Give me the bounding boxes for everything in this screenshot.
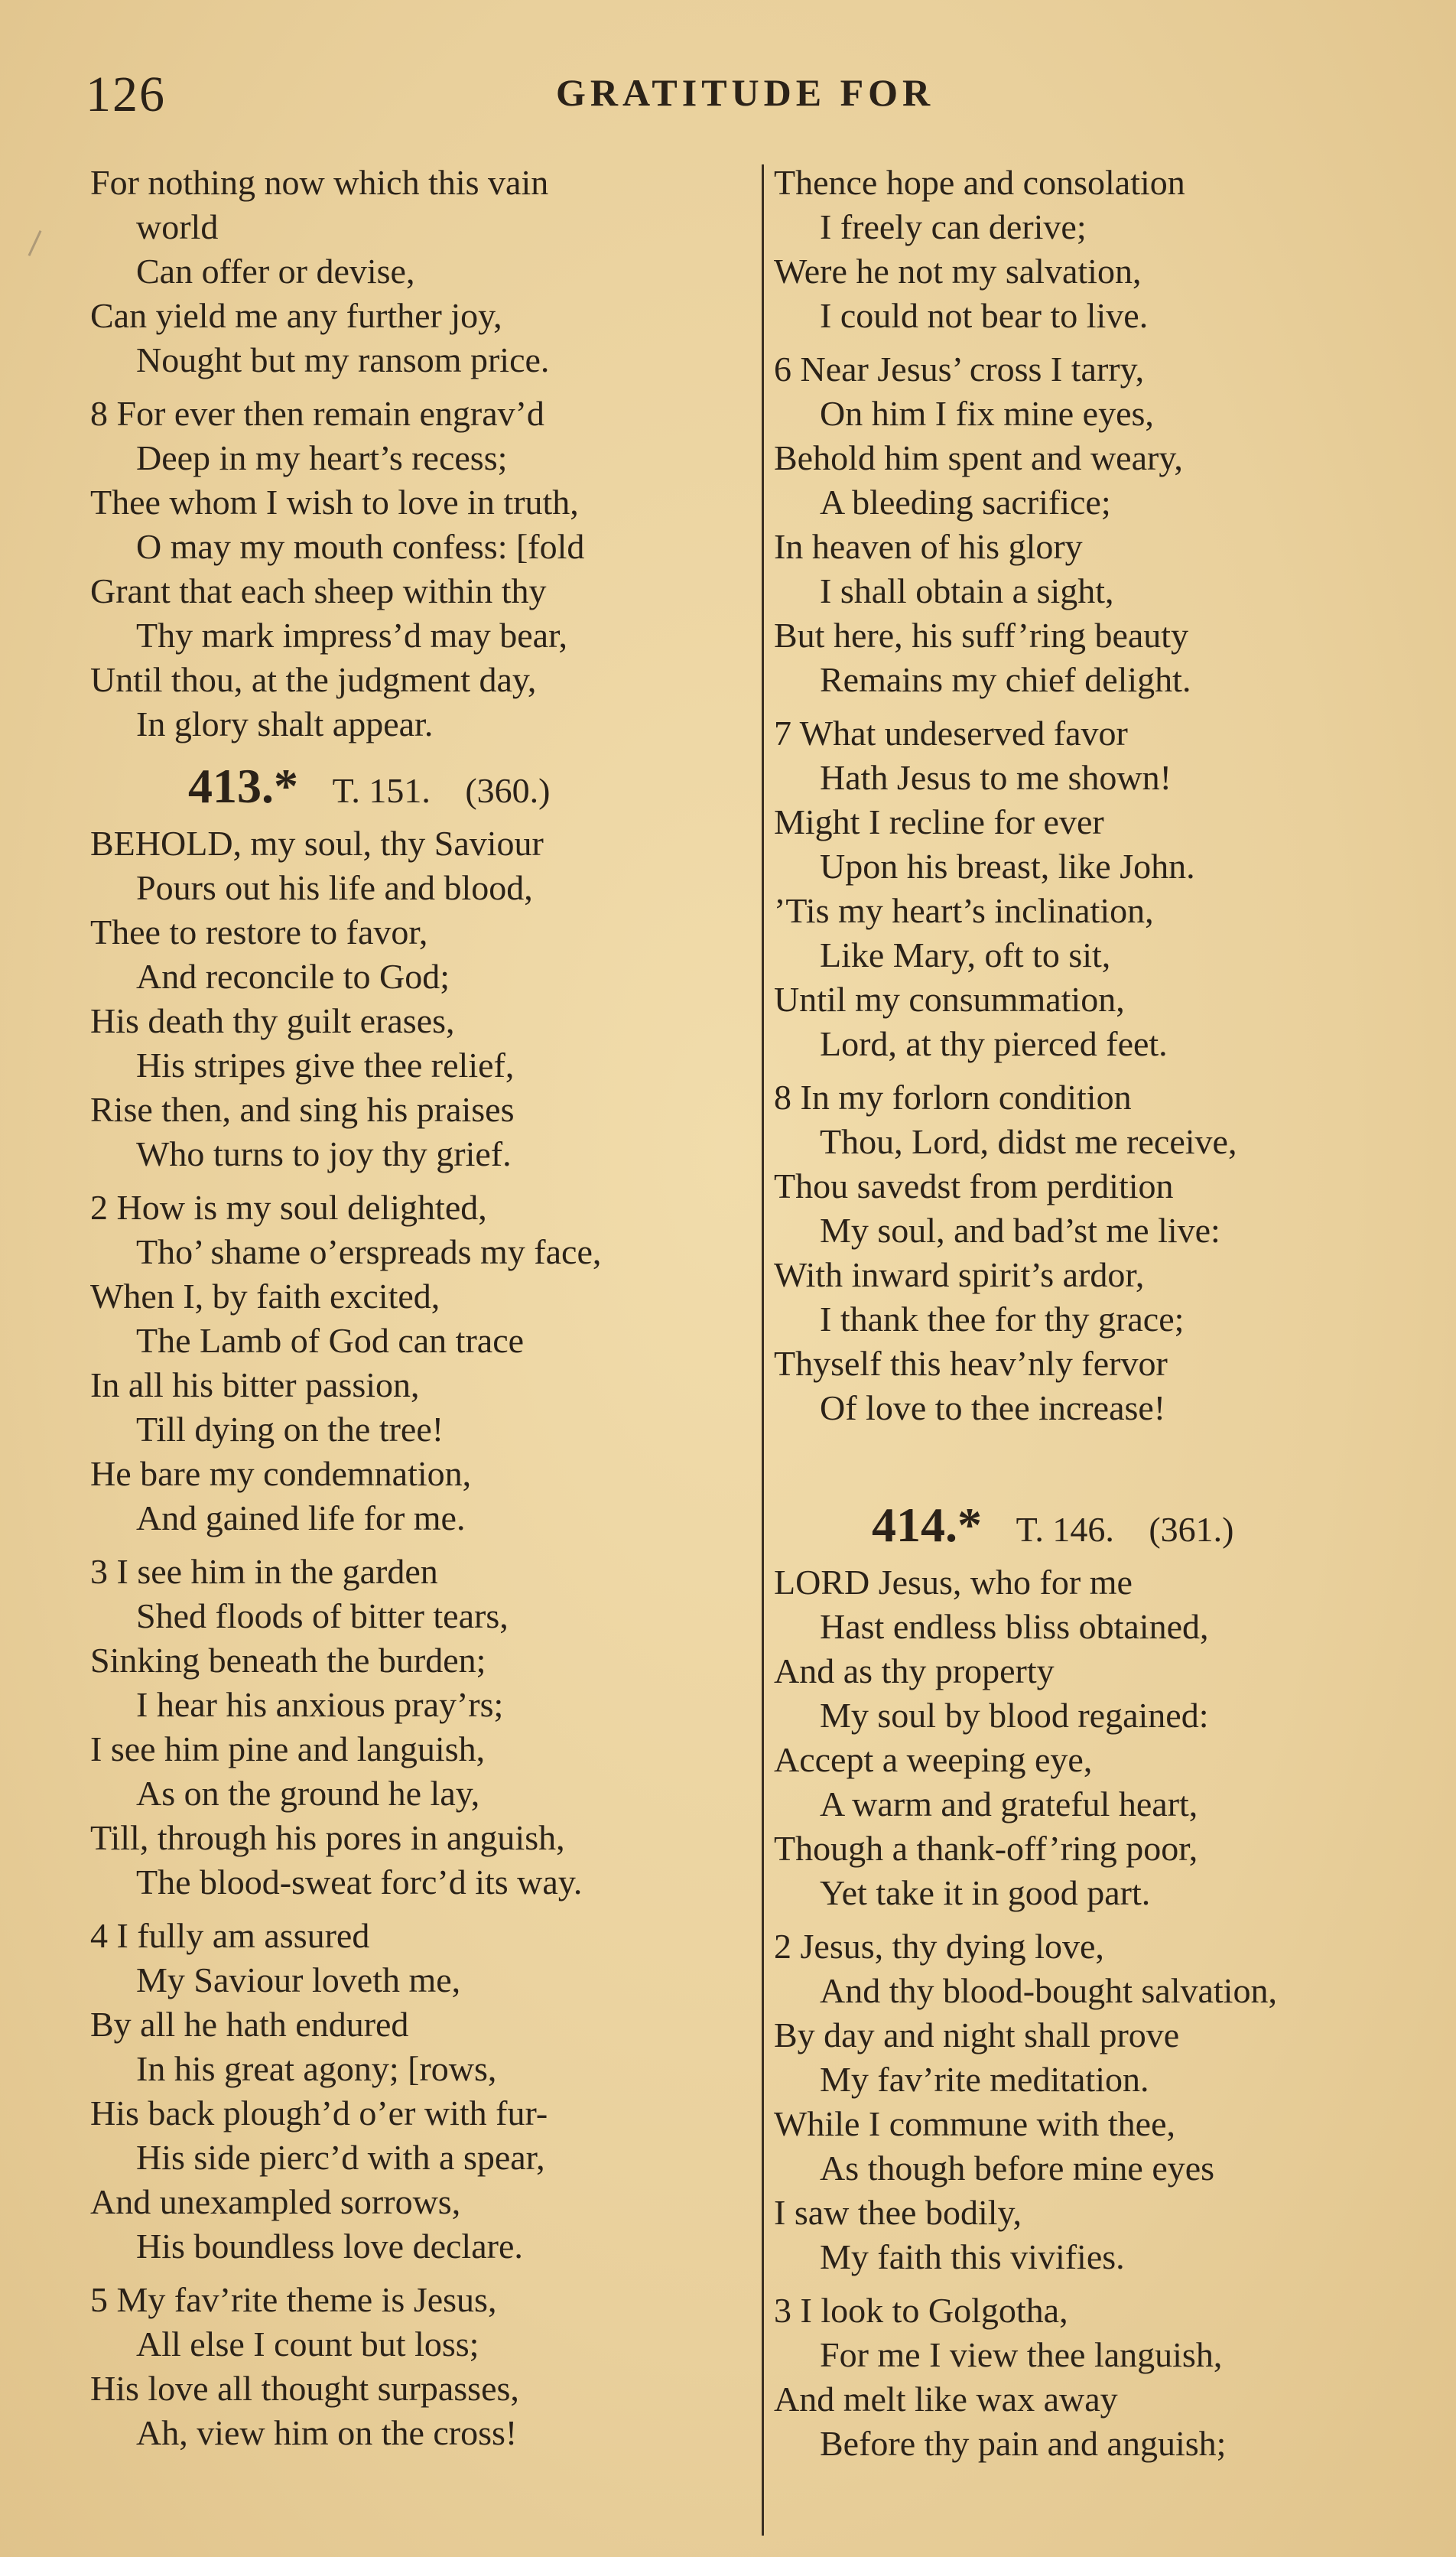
stanza xyxy=(774,1924,1432,2279)
verse-line: His back plough’d o’er with fur- xyxy=(90,2093,548,2132)
verse-line: Were he not my salvation, xyxy=(774,252,1142,291)
stanza xyxy=(90,161,756,382)
verse-line: A warm and grateful heart, xyxy=(820,1784,1198,1823)
verse-line: 3 I look to Golgotha, xyxy=(774,2291,1068,2330)
hymn-heading-414 xyxy=(774,1498,1432,1554)
verse-line: But here, his suff’ring beauty xyxy=(774,616,1189,655)
stanza xyxy=(90,2278,756,2455)
hymn-heading-413 xyxy=(90,759,756,815)
verse-line: With inward spirit’s ardor, xyxy=(774,1255,1145,1294)
hymn-tune: T. 146. xyxy=(1016,1510,1114,1549)
verse-line: Shed floods of bitter tears, xyxy=(136,1596,509,1635)
verse-line: I could not bear to live. xyxy=(820,296,1149,335)
verse-line: In all his bitter passion, xyxy=(90,1365,420,1404)
verse-line: When I, by faith excited, xyxy=(90,1277,440,1316)
verse-line: 5 My fav’rite theme is Jesus, xyxy=(90,2280,497,2319)
verse-line: I freely can derive; xyxy=(820,207,1087,246)
verse-line: 4 I fully am assured xyxy=(90,1916,370,1955)
verse-line: Accept a weeping eye, xyxy=(774,1740,1093,1779)
stanza xyxy=(90,821,756,1176)
verse-line: The Lamb of God can trace xyxy=(136,1321,525,1360)
column-divider xyxy=(762,164,764,2536)
stanza xyxy=(774,1560,1432,1915)
verse-line: Thou savedst from perdition xyxy=(774,1166,1174,1205)
verse-line: O may my mouth confess: [fold xyxy=(136,527,585,566)
verse-line: Thence hope and consolation xyxy=(774,163,1185,202)
verse-line: 3 I see him in the garden xyxy=(90,1552,438,1591)
verse-line: A bleeding sacrifice; xyxy=(820,483,1111,522)
verse-line: BEHOLD, my soul, thy Saviour xyxy=(90,824,544,863)
verse-line: Thou, Lord, didst me receive, xyxy=(820,1122,1237,1161)
verse-line: His death thy guilt erases, xyxy=(90,1001,455,1040)
left-column xyxy=(90,161,756,2464)
verse-line: Tho’ shame o’erspreads my face, xyxy=(136,1232,602,1271)
verse-line: Hast endless bliss obtained, xyxy=(820,1607,1209,1646)
verse-line: world xyxy=(136,207,219,246)
verse-line: LORD Jesus, who for me xyxy=(774,1563,1133,1602)
verse-line: Behold him spent and weary, xyxy=(774,438,1183,477)
verse-line: Yet take it in good part. xyxy=(820,1873,1151,1912)
verse-line: And thy blood-bought salvation, xyxy=(820,1971,1277,2010)
verse-line: 7 What undeserved favor xyxy=(774,714,1128,753)
verse-line: In heaven of his glory xyxy=(774,527,1083,566)
verse-line: Thee whom I wish to love in truth, xyxy=(90,483,579,522)
verse-line: For me I view thee languish, xyxy=(820,2335,1223,2374)
verse-line: As on the ground he lay, xyxy=(136,1774,480,1813)
stanza xyxy=(774,711,1432,1066)
verse-line: My fav’rite meditation. xyxy=(820,2060,1149,2099)
verse-line: 2 How is my soul delighted, xyxy=(90,1188,487,1227)
hymn-reference: (361.) xyxy=(1149,1510,1234,1549)
verse-line: His side pierc’d with a spear, xyxy=(136,2138,545,2177)
stanza xyxy=(90,392,756,747)
verse-line: I saw thee bodily, xyxy=(774,2193,1022,2232)
verse-line: Thy mark impress’d may bear, xyxy=(136,616,568,655)
page-header xyxy=(86,66,1386,127)
verse-line: Thyself this heav’nly fervor xyxy=(774,1344,1168,1383)
hymn-number: 413.* xyxy=(188,759,298,813)
hymn-reference: (360.) xyxy=(465,771,551,810)
verse-line: Lord, at thy pierced feet. xyxy=(820,1024,1168,1063)
verse-line: Pours out his life and blood, xyxy=(136,868,533,907)
verse-line: Though a thank-off’ring poor, xyxy=(774,1829,1198,1868)
right-column xyxy=(774,161,1432,2475)
stanza xyxy=(774,2289,1432,2466)
verse-line: And gained life for me. xyxy=(136,1498,466,1537)
verse-line: I hear his anxious pray’rs; xyxy=(136,1685,504,1724)
verse-line: And reconcile to God; xyxy=(136,957,450,996)
stanza xyxy=(90,1550,756,1905)
verse-line: Like Mary, oft to sit, xyxy=(820,935,1111,974)
verse-line: I shall obtain a sight, xyxy=(820,571,1114,610)
verse-line: He bare my condemnation, xyxy=(90,1454,472,1493)
verse-line: On him I fix mine eyes, xyxy=(820,394,1154,433)
section-spacer xyxy=(774,1440,1432,1485)
verse-line: His boundless love declare. xyxy=(136,2227,523,2266)
verse-line: Before thy pain and anguish; xyxy=(820,2424,1227,2463)
verse-line: Can offer or devise, xyxy=(136,252,415,291)
verse-line: I see him pine and languish, xyxy=(90,1729,486,1768)
verse-line: Until thou, at the judgment day, xyxy=(90,660,537,699)
verse-line: Thee to restore to favor, xyxy=(90,913,428,952)
verse-line: By day and night shall prove xyxy=(774,2015,1180,2054)
stanza xyxy=(90,1914,756,2269)
verse-line: By all he hath endured xyxy=(90,2005,409,2044)
page-number: 126 xyxy=(86,67,166,122)
verse-line: My soul, and bad’st me live: xyxy=(820,1211,1220,1250)
verse-line: As though before mine eyes xyxy=(820,2149,1215,2188)
verse-line: Of love to thee increase! xyxy=(820,1388,1166,1427)
verse-line: Till dying on the tree! xyxy=(136,1410,444,1449)
verse-line: Grant that each sheep within thy xyxy=(90,571,547,610)
verse-line: Deep in my heart’s recess; xyxy=(136,438,508,477)
verse-line: In his great agony; [rows, xyxy=(136,2049,497,2088)
hymn-tune: T. 151. xyxy=(332,771,431,810)
stanza xyxy=(774,347,1432,702)
verse-line: In glory shalt appear. xyxy=(136,704,434,743)
verse-line: Ah, view him on the cross! xyxy=(136,2413,518,2452)
verse-line: My Saviour loveth me, xyxy=(136,1960,461,1999)
verse-line: His stripes give thee relief, xyxy=(136,1046,515,1085)
verse-line: Until my consummation, xyxy=(774,980,1125,1019)
verse-line: Might I recline for ever xyxy=(774,802,1104,841)
verse-line: 6 Near Jesus’ cross I tarry, xyxy=(774,350,1145,389)
stanza xyxy=(90,1186,756,1540)
verse-line: I thank thee for thy grace; xyxy=(820,1300,1185,1339)
verse-line: Can yield me any further joy, xyxy=(90,296,502,335)
running-head: GRATITUDE FOR xyxy=(556,71,935,114)
verse-line: All else I count but loss; xyxy=(136,2324,479,2363)
verse-line: Rise then, and sing his praises xyxy=(90,1090,515,1129)
verse-line: Upon his breast, like John. xyxy=(820,847,1195,886)
verse-line: Hath Jesus to me shown! xyxy=(820,758,1172,797)
verse-line: 2 Jesus, thy dying love, xyxy=(774,1927,1104,1966)
verse-line: His love all thought surpasses, xyxy=(90,2369,519,2408)
verse-line: Till, through his pores in anguish, xyxy=(90,1818,565,1857)
verse-line: 8 In my forlorn condition xyxy=(774,1078,1132,1117)
stanza xyxy=(774,161,1432,338)
verse-line: Sinking beneath the burden; xyxy=(90,1641,486,1680)
margin-mark xyxy=(28,230,42,256)
verse-line: The blood-sweat forc’d its way. xyxy=(136,1862,583,1901)
verse-line: And unexampled sorrows, xyxy=(90,2182,461,2221)
verse-line: And as thy property xyxy=(774,1651,1055,1690)
verse-line: 8 For ever then remain engrav’d xyxy=(90,394,544,433)
hymn-number: 414.* xyxy=(872,1498,982,1552)
verse-line: Nought but my ransom price. xyxy=(136,340,550,379)
verse-line: My faith this vivifies. xyxy=(820,2237,1125,2276)
verse-line: Remains my chief delight. xyxy=(820,660,1191,699)
verse-line: For nothing now which this vain xyxy=(90,163,549,202)
stanza xyxy=(774,1075,1432,1430)
verse-line: Who turns to joy thy grief. xyxy=(136,1134,512,1173)
verse-line: ’Tis my heart’s inclination, xyxy=(774,891,1154,930)
verse-line: My soul by blood regained: xyxy=(820,1696,1209,1735)
verse-line: And melt like wax away xyxy=(774,2380,1118,2419)
verse-line: While I commune with thee, xyxy=(774,2104,1176,2143)
